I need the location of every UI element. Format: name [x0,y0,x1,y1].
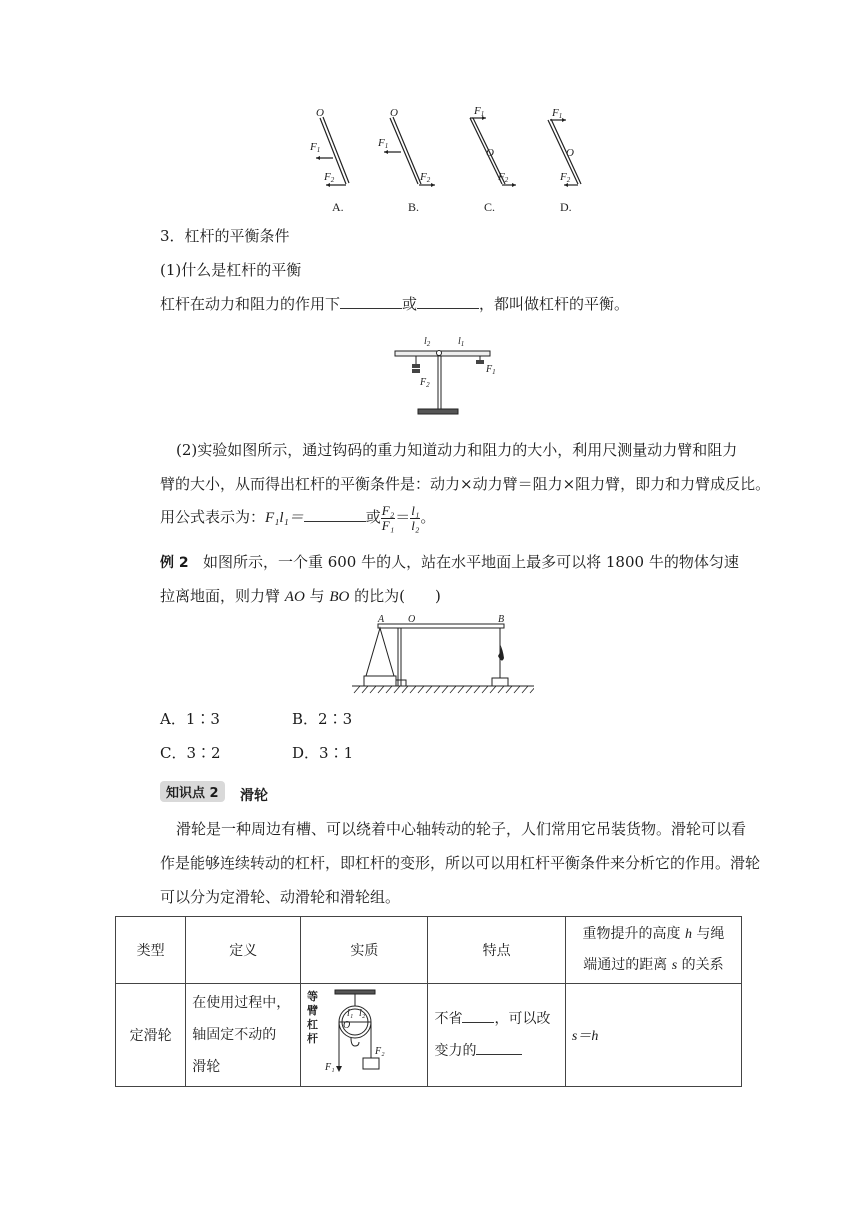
header-relation: 重物提升的高度 h 与绳 端通过的距离 s 的关系 [565,917,741,984]
svg-text:F2: F2 [324,171,335,184]
header-essence: 实质 [301,917,428,984]
knowledge-point-title: 滑轮 [240,788,268,804]
svg-text:F1: F1 [378,137,389,150]
example-2-line-1: 例 2 如图所示，一个重 600 牛的人，站在水平地面上最多可以将 1800 牛的物体匀速 [160,553,739,571]
svg-text:F1: F1 [310,141,321,154]
fixed-pulley-figure [301,984,413,1082]
svg-text:F2: F2 [420,171,431,184]
svg-text:F1: F1 [474,105,485,118]
option-c-label: C. [484,200,496,214]
svg-text:F1: F1 [552,107,563,120]
header-type: 类型 [116,917,186,984]
fraction-l: $\frac{\text{l₁}}{\text{l₂}}$ [411,502,420,533]
choice-b[interactable]: B．2∶3 [292,710,353,728]
svg-text:l₂: l₂ [359,1008,366,1019]
svg-text:等: 等 [307,990,319,1003]
knowledge-point-badge: 知识点 2 [160,781,225,802]
subsection-2-line-1: (2)实验如图所示，通过钩码的重力知道动力和阻力的大小，利用尺测量动力臂和阻力 [176,441,738,459]
row-fixed-pulley-figure [301,984,428,1087]
svg-text:F₁: F₁ [325,1062,335,1073]
answer-blank-5[interactable] [476,1040,522,1055]
row-fixed-pulley-relation: s＝h [565,984,741,1087]
example-2-line-2: 拉离地面，则力臂 AO 与 BO 的比为( ) [160,587,441,605]
svg-text:F1: $F_1$ [486,364,496,376]
svg-text:O: O [408,614,416,625]
option-d-label: D. [560,200,572,214]
svg-text:F₂: F₂ [375,1046,385,1057]
row-fixed-pulley-type: 定滑轮 [116,984,186,1087]
pulley-table [115,916,742,1087]
svg-text:B: B [498,614,505,625]
answer-blank-2[interactable] [417,294,479,309]
svg-text:臂: 臂 [307,1004,319,1017]
svg-text:l2: $l_2$ [424,336,431,348]
lever-balance-figure [390,330,520,420]
svg-text:F2: F2 [498,171,509,184]
choice-c[interactable]: C．3∶2 [160,744,221,762]
subsection-1-text: 杠杆在动力和阻力的作用下 或 ，都叫做杠杆的平衡。 [160,295,630,313]
svg-text:杠: 杠 [307,1018,319,1031]
choice-d[interactable]: D．3∶1 [292,744,354,762]
answer-blank-4[interactable] [462,1008,494,1023]
header-definition: 定义 [186,917,301,984]
opt-a-o-label: O [316,107,324,119]
svg-text:O: O [390,107,398,119]
header-feature: 特点 [428,917,565,984]
example-2-figure [352,612,534,694]
table-header-row [116,917,742,984]
svg-text:O: O [343,1020,351,1031]
answer-blank-1[interactable] [340,294,402,309]
svg-text:O: O [566,147,574,159]
svg-text:l1: $l_1$ [458,336,465,348]
svg-text:A: A [378,614,385,625]
svg-text:F2: $F_2$ [420,377,430,389]
answer-blank-3[interactable] [304,507,366,522]
row-fixed-pulley-feature: 不省 ，可以改 变力的 [428,984,565,1087]
svg-text:l₁: l₁ [347,1008,354,1019]
fraction-f: $\frac{\text{F₂}}{\text{F₁}}$ [381,502,395,533]
formula-line: 用公式表示为：F₁l₁＝ 或 $\frac{\text{F₂}}{\text{F₁}}$ ＝ $\frac{\text{l₁}}{\text{l₂}}$ 。 [160,502,436,533]
pulley-intro-line-2: 作是能够连续转动的杠杆，即杠杆的变形，所以可以用杠杆平衡条件来分析它的作用。滑轮 [160,854,761,872]
svg-text:O: O [486,147,494,159]
choice-a[interactable]: A．1∶3 [160,710,220,728]
pulley-intro-line-1: 滑轮是一种周边有槽、可以绕着中心轴转动的轮子，人们常用它吊装货物。滑轮可以看 [176,820,747,838]
lever-options-figure [290,100,590,220]
svg-text:杆: 杆 [307,1032,319,1045]
subsection-2-line-2: 臂的大小，从而得出杠杆的平衡条件是：动力×动力臂＝阻力×阻力臂，即力和力臂成反比。 [160,475,771,493]
option-a-label: A. [332,200,344,214]
table-row [116,984,742,1087]
svg-text:F2: F2 [560,171,571,184]
row-fixed-pulley-definition: 在使用过程中， 轴固定不动的 滑轮 [186,984,301,1087]
subsection-1-title: (1)什么是杠杆的平衡 [160,261,302,279]
section-3-title: 3．杠杆的平衡条件 [160,227,290,245]
option-b-label: B. [408,200,420,214]
pulley-intro-line-3: 可以分为定滑轮、动滑轮和滑轮组。 [160,888,401,906]
